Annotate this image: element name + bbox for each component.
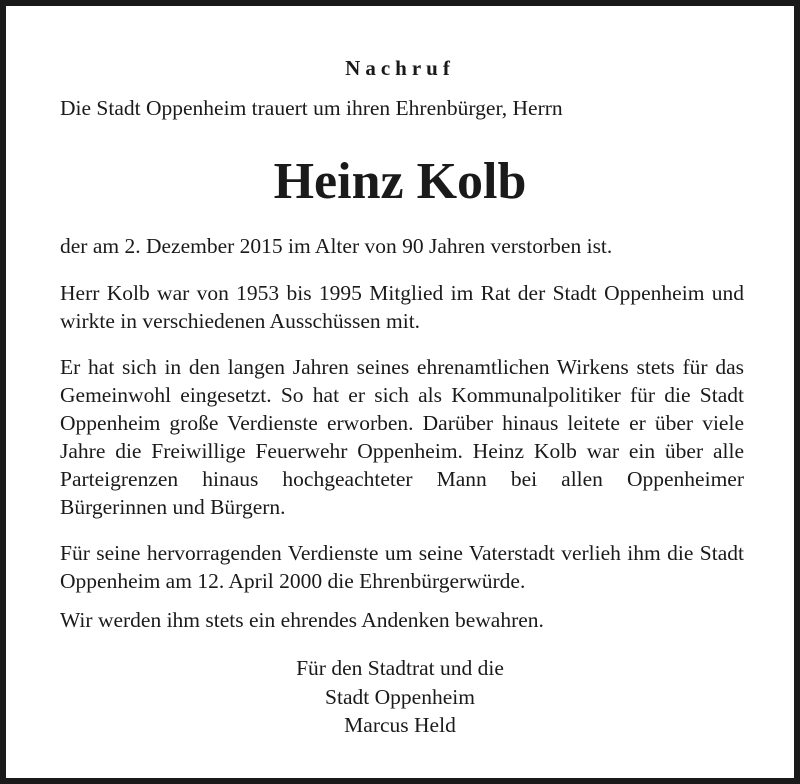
notice-intro: Die Stadt Oppenheim trauert um ihren Ehrenbürger, Herrn bbox=[60, 96, 563, 120]
paragraph-service: Er hat sich in den langen Jahren seines ehrenamtlichen Wirkens stets für das Gemeinwohl eingesetzt. So hat er sich als Kommunalpolitiker für die Stadt Oppenheim große Verdienste erworben. Darüber hinaus leitete er über viele Jahre die Freiwillige Feuerwehr Oppenheim. Heinz Kolb war ein über alle Parteigrenzen hinaus hochgeachteter Mann bei allen Oppenheimer Bürgerinnen und Bürgern. bbox=[60, 355, 744, 519]
deceased-name: Heinz Kolb bbox=[273, 153, 527, 210]
signature-line-2: Stadt Oppenheim bbox=[325, 684, 475, 709]
paragraph-remembrance: Wir werden ihm stets ein ehrendes Andenken bewahren. bbox=[60, 608, 544, 632]
obituary-content bbox=[56, 6, 744, 778]
signature-line-1: Für den Stadtrat und die bbox=[296, 656, 504, 680]
paragraph-council-membership: Herr Kolb war von 1953 bis 1995 Mitglied im Rat der Stadt Oppenheim und wirkte in verschiedenen Ausschüssen mit. bbox=[60, 281, 744, 333]
signature-block bbox=[56, 654, 744, 740]
paragraph-honorary-citizenship: Für seine hervorragenden Verdienste um seine Vaterstadt verlieh ihm die Stadt Oppenheim am 12. April 2000 die Ehrenbürgerwürde. bbox=[60, 541, 744, 593]
signature-line-3: Marcus Held bbox=[344, 713, 456, 737]
paragraph-death-date: der am 2. Dezember 2015 im Alter von 90 Jahren verstorben ist. bbox=[60, 234, 613, 258]
notice-heading: Nachruf bbox=[345, 56, 455, 80]
